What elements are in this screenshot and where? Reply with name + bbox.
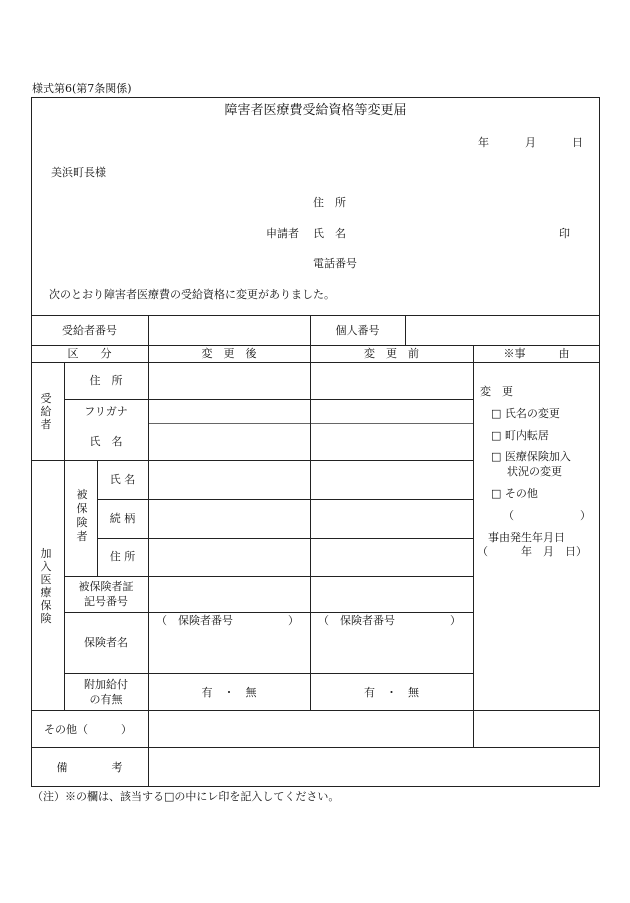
header-category: 区 分 bbox=[67, 347, 112, 360]
remarks-label: 備 考 bbox=[56, 761, 123, 774]
reason-option-insurance-change[interactable]: □ 医療保険加入 bbox=[491, 450, 571, 463]
statement: 次のとおり障害者医療費の受給資格に変更がありました。 bbox=[49, 288, 335, 301]
insured-address-label: 住 所 bbox=[109, 550, 136, 563]
benefit-before-option[interactable]: 有 ・ 無 bbox=[364, 686, 419, 699]
addressee: 美浜町長様 bbox=[51, 166, 106, 179]
row-divider bbox=[97, 499, 473, 500]
insured-relation-label: 続 柄 bbox=[109, 512, 136, 525]
insurer-number-after: （ 保険者番号 ） bbox=[156, 614, 299, 627]
row-divider bbox=[64, 576, 473, 577]
phone-label: 電話番号 bbox=[313, 257, 357, 270]
insurer-number-before: （ 保険者番号 ） bbox=[318, 614, 461, 627]
row-divider bbox=[31, 362, 600, 363]
header-reason: ※事 由 bbox=[503, 347, 570, 360]
recipient-furigana-label: フリガナ bbox=[84, 405, 128, 418]
insurer-name-label: 保険者名 bbox=[84, 636, 128, 649]
recipient-name-label: 氏 名 bbox=[89, 435, 123, 448]
date-year-label: 年 bbox=[478, 136, 489, 149]
personal-number-label: 個人番号 bbox=[335, 324, 380, 337]
additional-benefit-label-line1: 附加給付 bbox=[84, 678, 128, 691]
page-title: 障害者医療費受給資格等変更届 bbox=[224, 103, 407, 118]
recipient-group-label: 受給者 bbox=[40, 392, 52, 431]
name-label: 氏 名 bbox=[313, 227, 346, 240]
header-before: 変 更 前 bbox=[364, 347, 419, 360]
card-number-label-line2: 記号番号 bbox=[84, 595, 128, 608]
reason-other-paren: （ ） bbox=[503, 509, 591, 522]
footnote: （注）※の欄は、該当する□の中にレ印を記入してください。 bbox=[32, 790, 340, 803]
recipient-address-label: 住 所 bbox=[89, 374, 123, 387]
header-after: 変 更 後 bbox=[201, 347, 257, 360]
other-label: その他（ ） bbox=[44, 723, 132, 736]
col-divider bbox=[148, 315, 149, 787]
row-divider bbox=[64, 399, 473, 400]
benefit-after-option[interactable]: 有 ・ 無 bbox=[201, 686, 257, 699]
row-divider bbox=[64, 612, 473, 613]
occurrence-date-value: （ 年 月 日） bbox=[477, 545, 587, 558]
address-label: 住 所 bbox=[313, 196, 346, 209]
date-month-label: 月 bbox=[525, 136, 536, 149]
reason-option-relocation[interactable]: □ 町内転居 bbox=[491, 429, 549, 442]
form-number: 様式第6(第7条関係) bbox=[32, 82, 132, 95]
card-number-label-line1: 被保険者証 bbox=[78, 580, 134, 593]
applicant-label: 申請者 bbox=[266, 227, 299, 240]
reason-option-insurance-change-line2: 状況の変更 bbox=[507, 465, 562, 478]
row-divider bbox=[97, 538, 473, 539]
insurance-group-label: 加入医療保険 bbox=[40, 547, 52, 625]
personal-number-field[interactable] bbox=[406, 316, 599, 345]
insured-group-label: 被保険者 bbox=[76, 488, 88, 543]
reason-option-name-change[interactable]: □ 氏名の変更 bbox=[491, 407, 560, 420]
col-divider bbox=[310, 345, 311, 710]
seal-label: 印 bbox=[559, 227, 570, 240]
row-divider bbox=[31, 710, 600, 711]
reason-heading: 変 更 bbox=[480, 385, 513, 398]
additional-benefit-label-line2: の有無 bbox=[89, 693, 123, 706]
row-divider bbox=[31, 345, 600, 346]
recipient-number-label: 受給者番号 bbox=[62, 324, 117, 337]
recipient-number-field[interactable] bbox=[149, 316, 309, 345]
insured-name-label: 氏 名 bbox=[109, 473, 136, 486]
reason-option-other[interactable]: □ その他 bbox=[491, 487, 538, 500]
occurrence-date-label: 事由発生年月日 bbox=[488, 531, 565, 544]
col-divider bbox=[473, 345, 474, 747]
date-day-label: 日 bbox=[572, 136, 583, 149]
row-divider bbox=[64, 673, 473, 674]
row-divider bbox=[31, 747, 600, 748]
